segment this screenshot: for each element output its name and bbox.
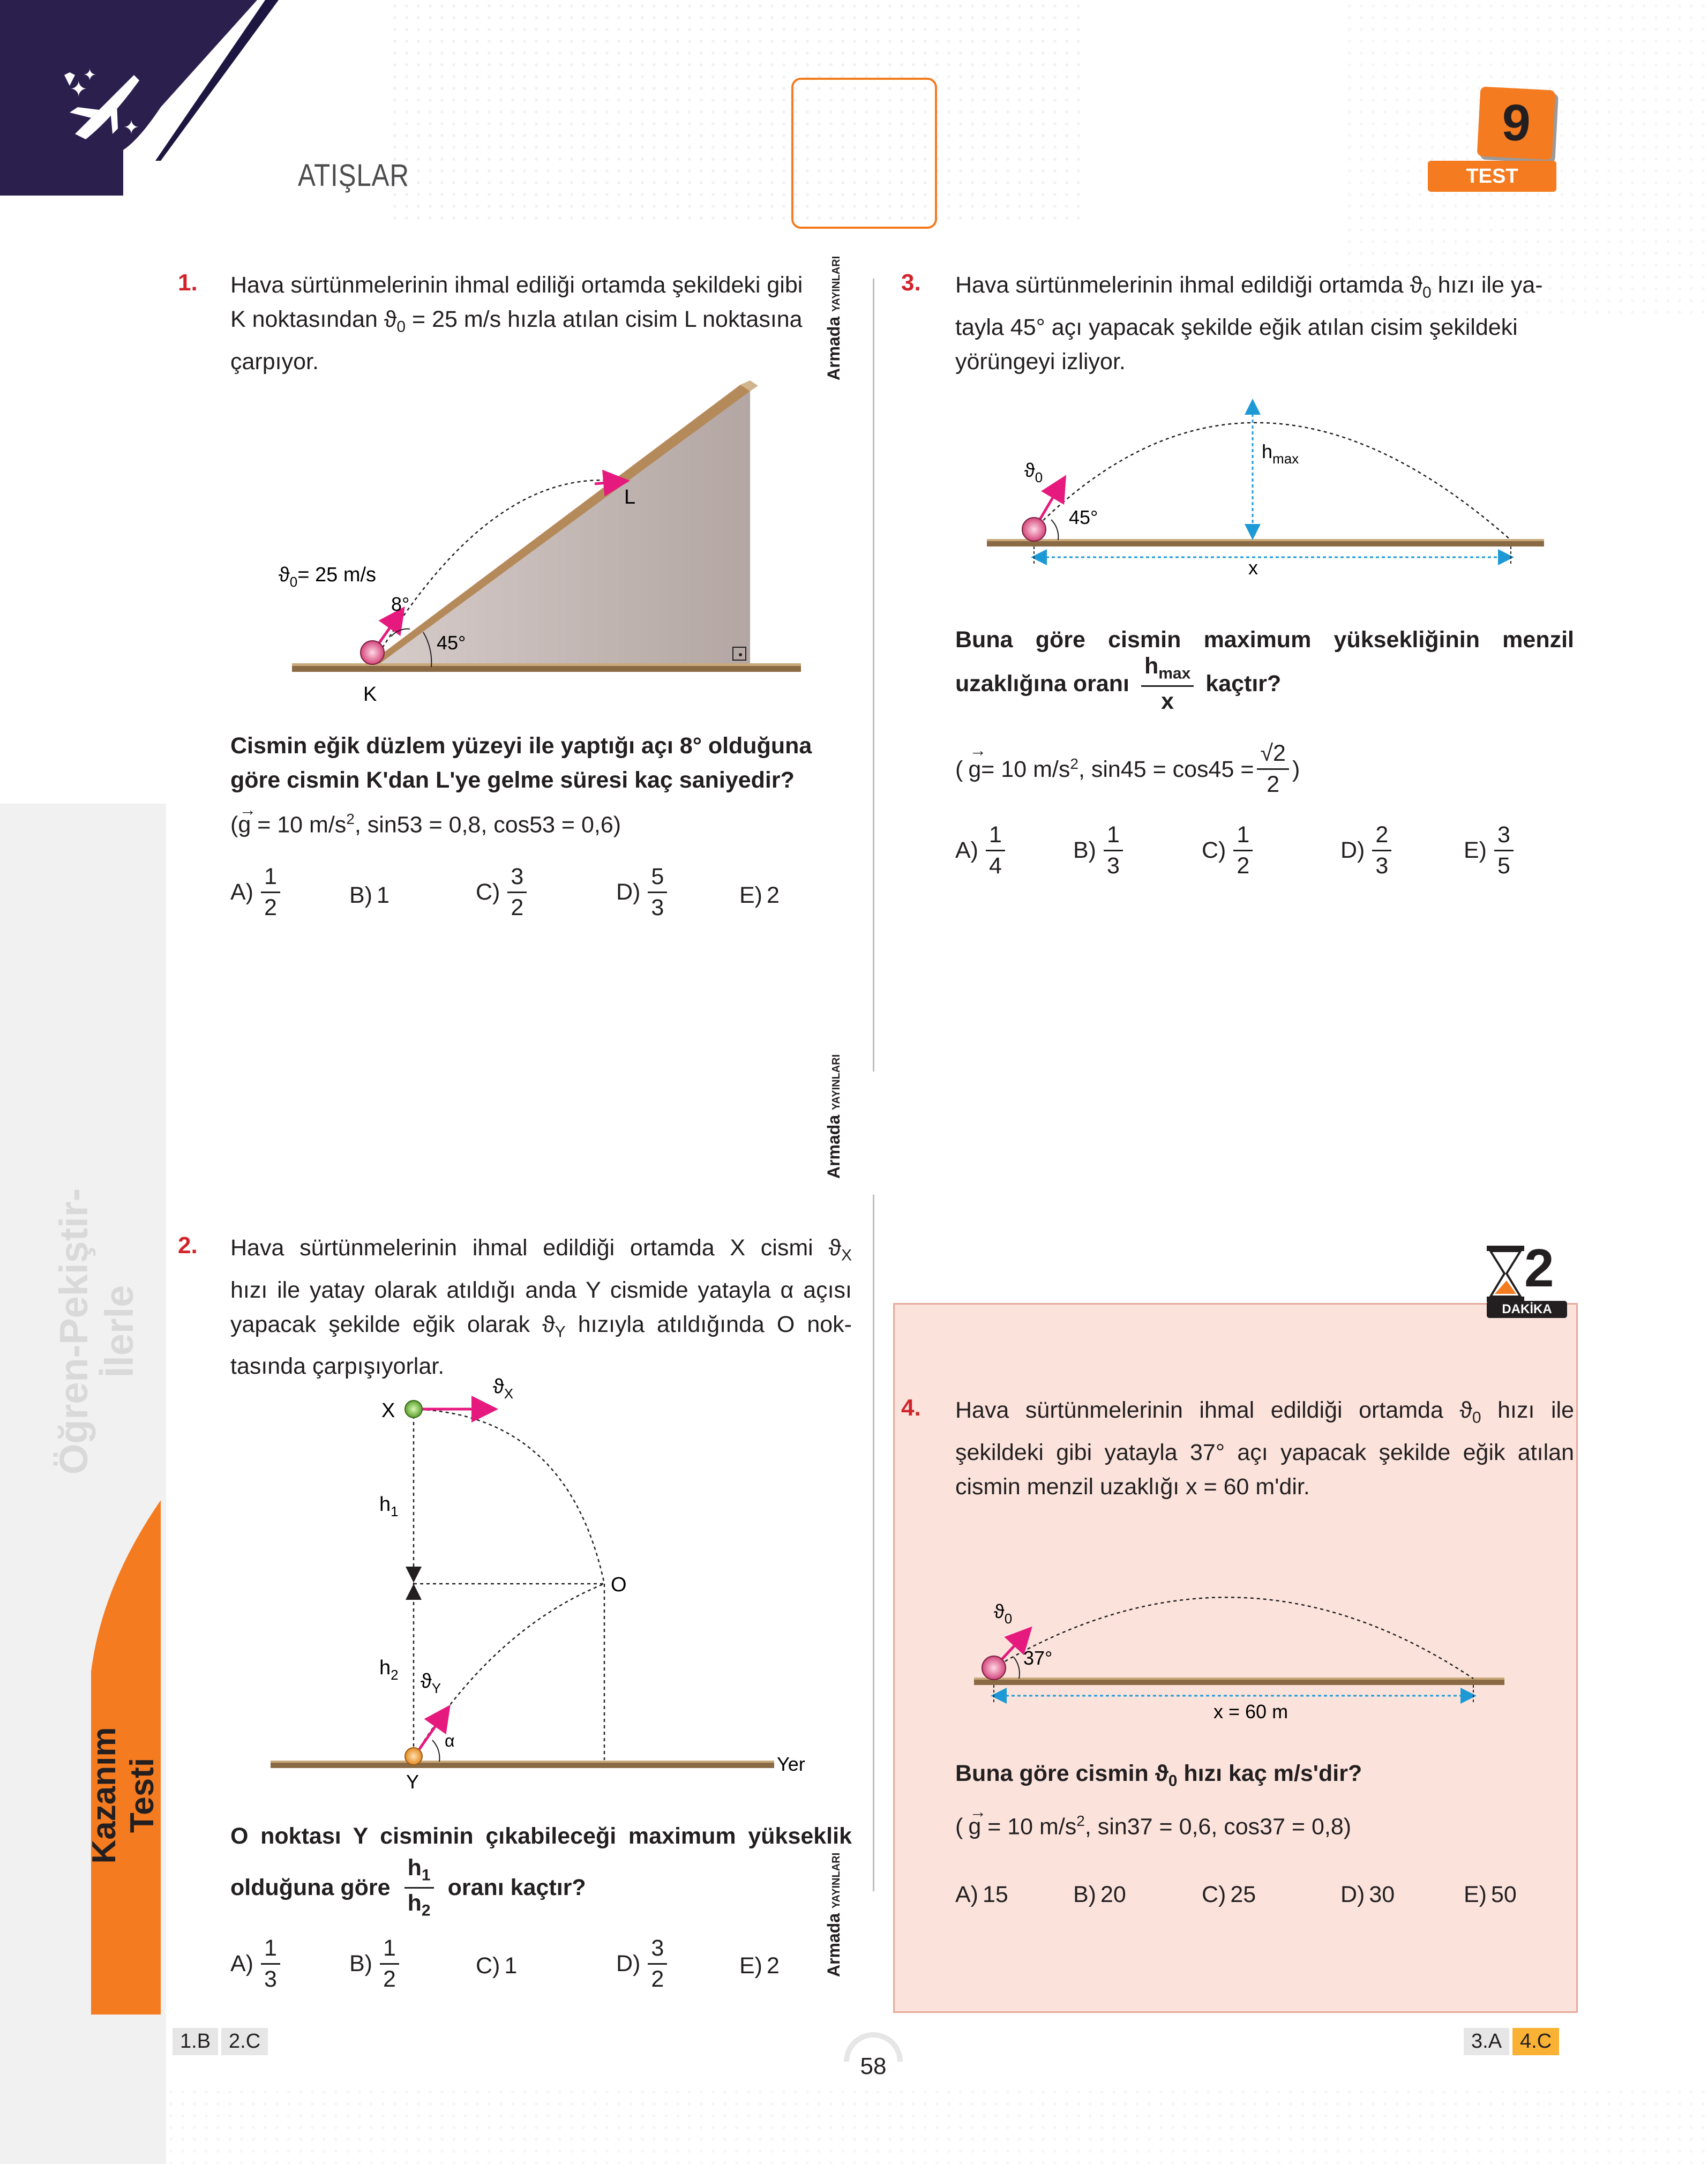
q2-option-c[interactable]: C) 1 — [476, 1953, 518, 1979]
answer-key-item: 2.C — [221, 2028, 268, 2055]
q4-angle: 37° — [1023, 1647, 1053, 1669]
q2-option-a[interactable]: A) $\frac{1}{3}$ — [230, 1937, 283, 1991]
brand-sub: YAYINLARI — [830, 1054, 842, 1110]
q3-angle: 45° — [1069, 506, 1098, 528]
q3-stem — [955, 268, 1574, 379]
q2-y-label: Y — [406, 1771, 419, 1793]
q1-point-k: K — [363, 683, 377, 706]
test-label: TEST — [1466, 165, 1518, 188]
q1-point-l: L — [624, 486, 636, 508]
q4-stem-line1: Hava sürtünmelerinin ihmal edildiği ortamda $ϑ_0$ hızı ile — [955, 1397, 1574, 1427]
test-number-badge — [1477, 86, 1556, 160]
q2-question-line2: olduğuna göre $\frac{h_1}{h_2}$ oranı kaçtır? — [230, 1855, 586, 1920]
timer-badge — [1484, 1238, 1570, 1318]
q4-range-label: x = 60 m — [1213, 1701, 1289, 1723]
q3-number: 3. — [901, 269, 921, 296]
q3-question-line1: Buna göre cismin maximum yüksekliğinin menzil — [955, 627, 1574, 653]
q3-hmax-label: $h_{max}$ — [1262, 440, 1299, 467]
timer-label: DAKİKA — [1502, 1302, 1552, 1316]
q2-option-d[interactable]: D) $\frac{3}{2}$ — [616, 1937, 670, 1991]
column-divider — [873, 1195, 874, 1891]
q4-number: 4. — [901, 1395, 921, 1421]
q2-figure — [268, 1372, 846, 1800]
q4-option-d[interactable]: D) 30 — [1340, 1882, 1395, 1907]
q1-stem-line2: K noktasından $ϑ_0 = 25$ m/s hızla atılan cisim L noktasına — [230, 306, 803, 336]
q2-stem — [230, 1231, 852, 1383]
timer-minutes: 2 — [1524, 1238, 1554, 1298]
q4-v0-label: $ϑ_0$ — [994, 1600, 1013, 1627]
q3-given: ( → g = 10 m/s $^2$ , sin45 = cos45 = $\frac{√2}{2}$ ) — [955, 740, 1300, 797]
q3-question — [955, 623, 1574, 657]
q1-question-line2: göre cismin K'dan L'ye gelme süresi kaç saniyedir? — [230, 767, 795, 793]
q4-option-b[interactable]: B) 20 — [1073, 1882, 1126, 1907]
q3-figure — [980, 386, 1554, 589]
q3-stem-line1: Hava sürtünmelerinin ihmal edildiği ortamda $ϑ_0$ hızı ile ya- — [955, 272, 1543, 302]
q4-stem — [955, 1393, 1574, 1504]
answer-key-left — [173, 2028, 268, 2055]
svg-text:✦: ✦ — [83, 66, 97, 84]
q4-question: Buna göre cismin $ϑ_0$ hızı kaç m/s'dir? — [955, 1761, 1362, 1790]
q1-question-line1: Cismin eğik düzlem yüzeyi ile yaptığı açı 8° olduğuna — [230, 733, 812, 759]
brand-name: Armada — [824, 316, 843, 380]
q2-alpha-label: α — [445, 1731, 455, 1750]
section-title: ATIŞLAR — [298, 158, 409, 193]
column-divider — [873, 279, 874, 1072]
q1-stem-line1: Hava sürtünmelerinin ihmal ediliği ortamda şekildeki gibi — [230, 272, 803, 298]
q3-option-d[interactable]: D) $\frac{2}{3}$ — [1340, 823, 1395, 878]
brand-watermark — [824, 1054, 904, 1195]
q2-h1-label: $h_1$ — [379, 1493, 399, 1519]
q1-option-a[interactable]: A) $\frac{1}{2}$ — [230, 865, 283, 919]
sidebar-tab-label: Kazanım Testi — [86, 1727, 161, 1864]
q4-option-e[interactable]: E) 50 — [1464, 1882, 1517, 1907]
brand-sub: YAYINLARI — [830, 256, 842, 312]
q1-option-c[interactable]: C) $\frac{3}{2}$ — [476, 865, 530, 919]
plane-logo-icon — [54, 54, 155, 155]
q2-h2-label: $h_2$ — [379, 1657, 399, 1683]
q4-option-a[interactable]: A) 15 — [955, 1882, 1008, 1907]
q2-option-b[interactable]: B) $\frac{1}{2}$ — [349, 1937, 402, 1991]
q1-angle-45: 45° — [437, 632, 466, 654]
q2-vy-label: $ϑ_Y$ — [421, 1670, 441, 1696]
q3-option-c[interactable]: C) $\frac{1}{2}$ — [1202, 823, 1256, 878]
q1-option-e[interactable]: E) 2 — [739, 882, 780, 908]
q3-question-line2: uzaklığına oranı $\frac{h_{max}}{x}$ kaçtır? — [955, 653, 1282, 714]
q1-stem — [230, 268, 852, 379]
q1-option-b[interactable]: B) 1 — [349, 882, 389, 908]
q1-question — [230, 729, 852, 797]
q1-v0-label: $ϑ_0= 25$ m/s — [279, 564, 377, 590]
name-box — [791, 78, 937, 229]
q2-stem-line4: tasında çarpışıyorlar. — [230, 1353, 445, 1380]
q1-stem-line3: çarpıyor. — [230, 348, 319, 375]
answer-key-item: 4.C — [1512, 2028, 1559, 2055]
q2-vx-label: $ϑ_X$ — [493, 1375, 514, 1402]
q3-option-a[interactable]: A) $\frac{1}{4}$ — [955, 823, 1008, 878]
answer-key-right — [1464, 2028, 1559, 2055]
q4-given: ( → g = 10 $m/s^2$, sin37 = 0,6, cos37 = 0,8) — [955, 1802, 1352, 1840]
test-number: 9 — [1500, 93, 1532, 153]
q3-stem-line2: tayla 45° açı yapacak şekilde eğik atılan cisim şekildeki — [955, 314, 1518, 340]
brand-name: Armada — [824, 1114, 843, 1179]
q3-x-label: x — [1248, 557, 1258, 579]
q3-v0-label: $ϑ_0$ — [1024, 459, 1043, 485]
svg-text:✦: ✦ — [70, 78, 88, 101]
q1-given: ( → g = 10 $m/s^2$, sin53 = 0,8, cos53 = 0,6) — [230, 800, 621, 838]
q2-x-label: X — [381, 1399, 395, 1422]
answer-key-item: 1.B — [173, 2028, 218, 2055]
brand-name: Armada — [824, 1913, 843, 1977]
q2-option-e[interactable]: E) 2 — [739, 1953, 780, 1979]
q3-option-b[interactable]: B) $\frac{1}{3}$ — [1073, 823, 1126, 878]
q2-stem-line3: yapacak şekilde eğik olarak $ϑ_Y$ hızıyla atıldığında O nok- — [230, 1311, 852, 1341]
q3-option-e[interactable]: E) $\frac{3}{5}$ — [1464, 823, 1517, 878]
q4-stem-line3: cismin menzil uzaklığı x = 60 m'dir. — [955, 1473, 1310, 1500]
vector-g: → g — [238, 800, 257, 838]
q2-question — [230, 1819, 852, 1853]
svg-text:✦: ✦ — [123, 116, 140, 138]
answer-key-item: 3.A — [1464, 2028, 1509, 2055]
q1-angle-8: 8° — [391, 593, 410, 615]
q2-ground-label: Yer — [777, 1753, 805, 1775]
page-number: 58 — [860, 2053, 887, 2079]
test-label-badge — [1428, 161, 1556, 192]
q4-figure — [970, 1551, 1511, 1733]
q2-number: 2. — [178, 1232, 198, 1259]
q4-option-c[interactable]: C) 25 — [1202, 1882, 1256, 1907]
q2-o-label: O — [611, 1574, 627, 1596]
q2-stem-line1: Hava sürtünmelerinin ihmal edildiği ortamda X cismi $ϑ_X$ — [230, 1235, 852, 1264]
q1-figure — [268, 375, 830, 718]
q2-question-line1: O noktası Y cisminin çıkabileceği maximum yükseklik — [230, 1823, 852, 1849]
q1-number: 1. — [178, 269, 198, 296]
q4-stem-line2: şekildeki gibi yatayla 37° açı yapacak şekilde eğik atılan — [955, 1439, 1574, 1465]
q3-stem-line3: yörüngeyi izliyor. — [955, 348, 1126, 375]
q2-stem-line2: hızı ile yatay olarak atıldığı anda Y cismide yatayla α açısı — [230, 1277, 852, 1303]
brand-sub: YAYINLARI — [830, 1852, 842, 1908]
q1-option-d[interactable]: D) $\frac{5}{3}$ — [616, 865, 670, 919]
sidebar-vertical-title: Öğren-Pekiştir-İlerle — [51, 1188, 141, 1475]
